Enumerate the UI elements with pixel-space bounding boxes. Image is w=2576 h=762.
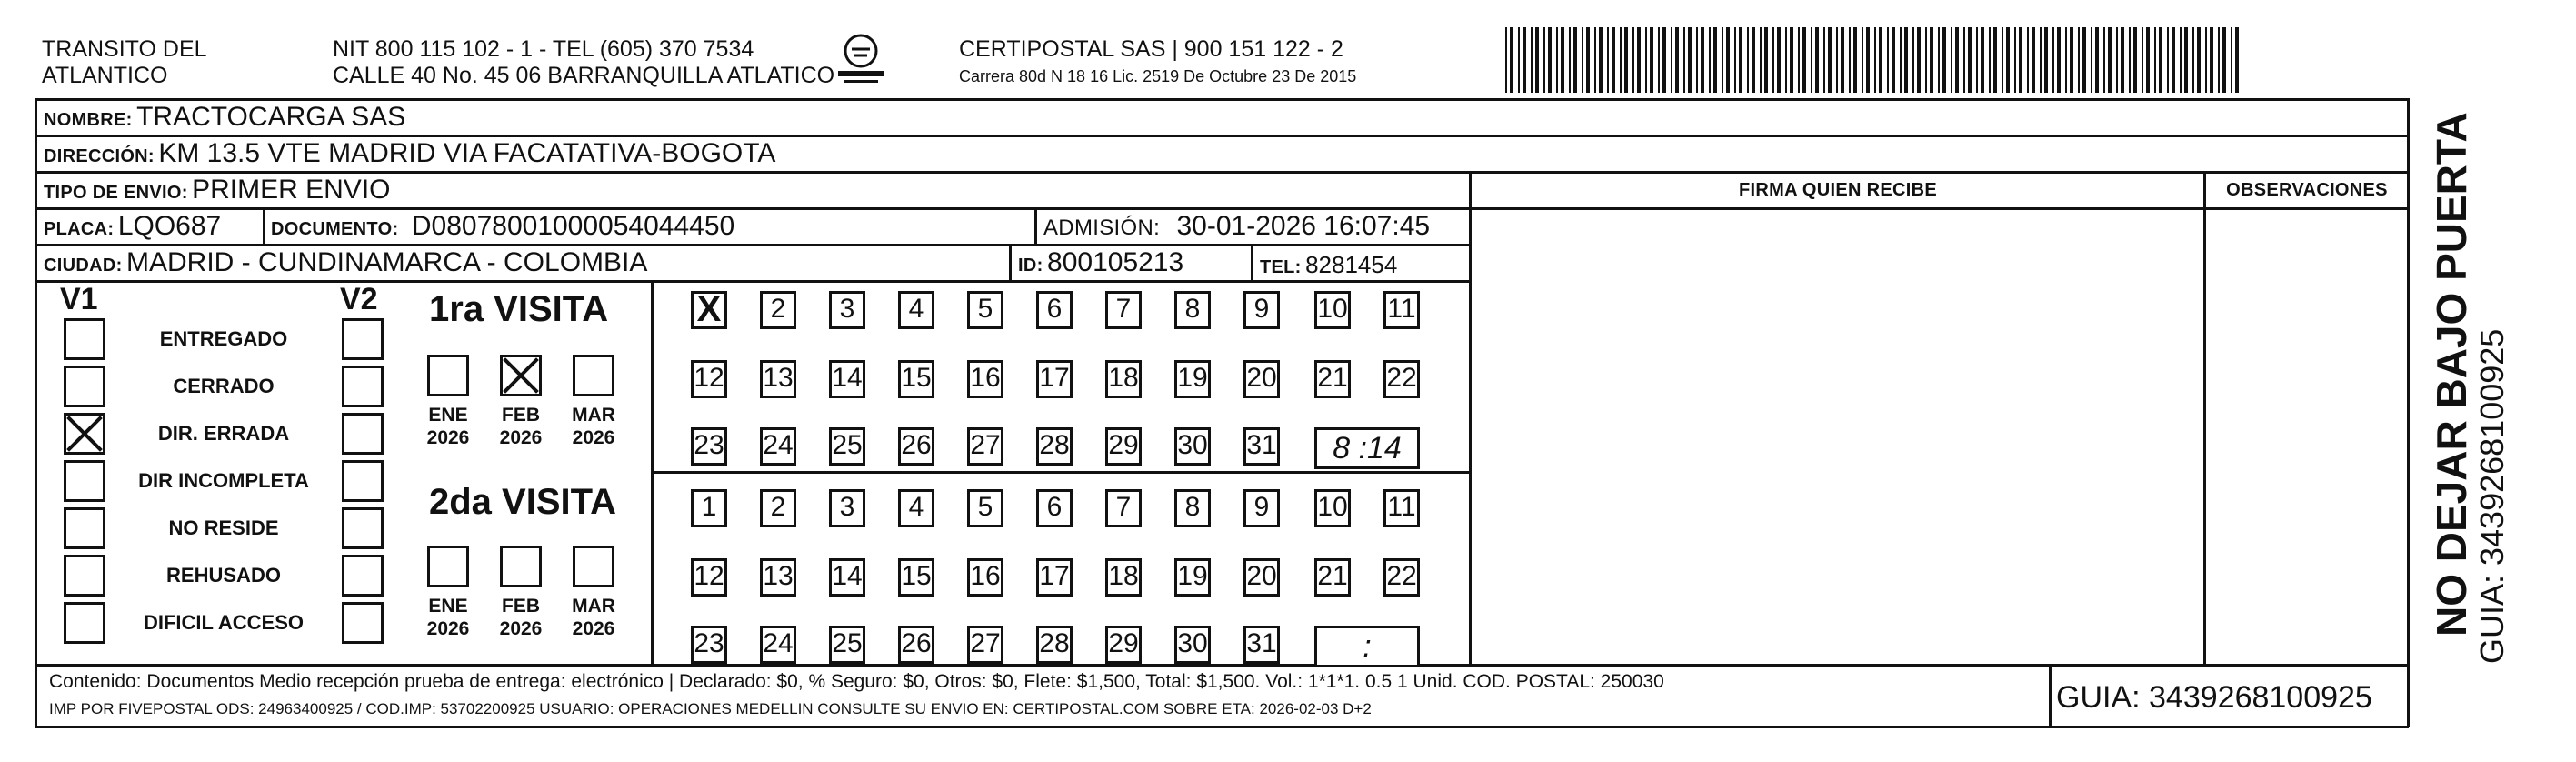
v1-checkbox[interactable]	[64, 555, 105, 597]
v1-label: V1	[60, 282, 98, 316]
tipo-value: PRIMER ENVIO	[192, 175, 391, 205]
barcode-bar	[2103, 27, 2105, 93]
visit2-day-1[interactable]: 1	[691, 489, 727, 527]
visit1-day-26[interactable]: 26	[898, 427, 934, 466]
certipostal-logo	[834, 31, 887, 85]
visit2-day-21[interactable]: 21	[1314, 558, 1351, 597]
v2-checkbox[interactable]	[342, 602, 384, 644]
barcode-bar	[2002, 27, 2003, 93]
barcode-bar	[1853, 27, 1857, 93]
barcode-bar	[1828, 27, 1832, 93]
visit2-day-14[interactable]: 14	[829, 558, 865, 597]
visit2-month-year: 2026	[499, 618, 543, 639]
observaciones-header: OBSERVACIONES	[2226, 180, 2388, 200]
visit1-month-label	[489, 404, 553, 449]
barcode-bar	[2044, 27, 2048, 93]
barcode-bar	[1662, 27, 1666, 93]
barcode-bar	[1772, 27, 1774, 93]
visit1-month-label	[562, 404, 625, 449]
barcode-bar	[1942, 27, 1946, 93]
visit1-day-16[interactable]: 16	[967, 360, 1003, 398]
ciudad-value: MADRID - CUNDINAMARCA - COLOMBIA	[126, 247, 648, 277]
barcode-bar	[1624, 27, 1628, 93]
visit1-day-22[interactable]: 22	[1383, 360, 1420, 398]
visit1-day-8[interactable]: 8	[1174, 291, 1211, 329]
org-contact	[333, 36, 834, 89]
visit2-day-11[interactable]: 11	[1383, 489, 1420, 527]
visit2-day-23[interactable]: 23	[691, 626, 727, 664]
visit1-day-4[interactable]: 4	[898, 291, 934, 329]
barcode-bar	[2014, 27, 2016, 93]
visit2-day-28[interactable]: 28	[1036, 626, 1073, 664]
org-name-line1: TRANSITO DEL	[42, 36, 207, 62]
v2-checkbox[interactable]	[342, 507, 384, 549]
v1-checkbox[interactable]	[64, 602, 105, 644]
barcode-bar	[1917, 27, 1921, 93]
barcode-bar	[1561, 27, 1564, 93]
org-name-line2: ATLANTICO	[42, 63, 168, 88]
barcode	[1505, 27, 2251, 93]
visit1-day-14[interactable]: 14	[829, 360, 865, 398]
barcode-bar	[1904, 27, 1908, 93]
tel-sep	[1251, 244, 1253, 280]
row-line-4	[35, 244, 1471, 246]
barcode-bar	[1976, 27, 1978, 93]
row-line-3	[35, 207, 2409, 210]
license-line: Carrera 80d N 18 16 Lic. 2519 De Octubre 23 De 2015	[959, 67, 1357, 85]
barcode-bar	[2019, 27, 2022, 93]
admision-sep	[1034, 207, 1037, 244]
documento-value: D08078001000054044450	[411, 211, 735, 241]
barcode-bar	[1900, 27, 1902, 93]
barcode-bar	[2070, 27, 2073, 93]
barcode-bar	[1548, 27, 1552, 93]
status-label: CERRADO	[173, 375, 275, 397]
barcode-bar	[2065, 27, 2067, 93]
row-line-1	[35, 135, 2409, 137]
nombre-value: TRACTOCARGA SAS	[136, 102, 406, 132]
barcode-bar	[2078, 27, 2080, 93]
barcode-bar	[1632, 27, 1634, 93]
admision-value: 30-01-2026 16:07:45	[1176, 211, 1431, 241]
visit2-day-25[interactable]: 25	[829, 626, 865, 664]
barcode-bar	[1925, 27, 1927, 93]
barcode-bar	[2133, 27, 2137, 93]
company-line: CERTIPOSTAL SAS | 900 151 122 - 2	[959, 36, 1343, 62]
nombre-label: NOMBRE:	[44, 110, 133, 130]
visit1-day-3[interactable]: 3	[829, 291, 865, 329]
company-info	[959, 36, 1356, 86]
v2-checkbox[interactable]	[342, 318, 384, 360]
visit2-month-name: ENE	[428, 596, 468, 617]
visit2-month-checkbox[interactable]	[427, 546, 469, 587]
visit1-month-year: 2026	[572, 427, 615, 448]
barcode-bar	[1823, 27, 1825, 93]
visit1-day-29[interactable]: 29	[1105, 427, 1142, 466]
visit1-day-5[interactable]: 5	[967, 291, 1003, 329]
visit2-day-9[interactable]: 9	[1243, 489, 1280, 527]
placa-field	[44, 211, 221, 242]
barcode-bar	[1701, 27, 1704, 93]
barcode-bar	[1650, 27, 1653, 93]
id-field	[1018, 247, 1183, 278]
barcode-bar	[1938, 27, 1940, 93]
visit1-month-name: MAR	[572, 405, 615, 426]
documento-field	[271, 211, 734, 242]
visit1-day-28[interactable]: 28	[1036, 427, 1073, 466]
visit2-day-22[interactable]: 22	[1383, 558, 1420, 597]
barcode-bar	[1993, 27, 1997, 93]
tel-label: TEL:	[1260, 257, 1302, 277]
visit2-day-12[interactable]: 12	[691, 558, 727, 597]
barcode-bar	[2146, 27, 2150, 93]
visit1-month-name: ENE	[428, 405, 468, 426]
barcode-bar	[2197, 27, 2201, 93]
visit2-day-3[interactable]: 3	[829, 489, 865, 527]
frame-top	[35, 98, 2409, 101]
visit2-day-31[interactable]: 31	[1243, 626, 1280, 664]
barcode-bar	[1722, 27, 1723, 93]
address-line: CALLE 40 No. 45 06 BARRANQUILLA ATLATICO	[333, 63, 835, 88]
visit2-time-box[interactable]: :	[1314, 626, 1420, 667]
barcode-bar	[1556, 27, 1558, 93]
status-sep	[651, 280, 654, 666]
tel-field	[1260, 251, 1397, 279]
visit1-month-year: 2026	[426, 427, 470, 448]
visit1-day-10[interactable]: 10	[1314, 291, 1351, 329]
barcode-bar	[2032, 27, 2035, 93]
barcode-bar	[1981, 27, 1984, 93]
visit2-month-label	[562, 595, 625, 640]
barcode-bar	[1518, 27, 1520, 93]
barcode-bar	[1951, 27, 1952, 93]
visit2-day-18[interactable]: 18	[1105, 558, 1142, 597]
barcode-bar	[2057, 27, 2061, 93]
barcode-bar	[1696, 27, 1698, 93]
obs-sep	[2203, 171, 2206, 666]
barcode-bar	[1734, 27, 1736, 93]
visit1-month-label	[416, 404, 480, 449]
ciudad-label: CIUDAD:	[44, 256, 123, 276]
barcode-bar	[2082, 27, 2086, 93]
visit2-day-16[interactable]: 16	[967, 558, 1003, 597]
visit2-day-29[interactable]: 29	[1105, 626, 1142, 664]
barcode-bar	[2231, 27, 2232, 93]
barcode-bar	[2218, 27, 2220, 93]
barcode-bar	[2052, 27, 2054, 93]
guia-sep	[2049, 664, 2052, 727]
barcode-bar	[1586, 27, 1590, 93]
visit2-title: 2da VISITA	[429, 482, 616, 522]
frame-bottom	[35, 726, 2409, 728]
barcode-bar	[1599, 27, 1603, 93]
barcode-bar	[1760, 27, 1762, 93]
visit1-day-13[interactable]: 13	[760, 360, 796, 398]
barcode-bar	[1785, 27, 1787, 93]
barcode-bar	[1841, 27, 1844, 93]
barcode-bar	[2180, 27, 2182, 93]
barcode-bar	[2091, 27, 2092, 93]
visit1-month-checkbox[interactable]	[500, 355, 542, 396]
visit1-day-15[interactable]: 15	[898, 360, 934, 398]
barcode-bar	[1637, 27, 1641, 93]
barcode-bar	[1777, 27, 1781, 93]
barcode-bar	[1713, 27, 1717, 93]
barcode-bar	[1879, 27, 1882, 93]
barcode-bar	[1912, 27, 1914, 93]
visit2-day-8[interactable]: 8	[1174, 489, 1211, 527]
barcode-bar	[2159, 27, 2162, 93]
barcode-bar	[1764, 27, 1768, 93]
tel-value: 8281454	[1305, 251, 1398, 278]
barcode-bar	[1573, 27, 1577, 93]
side-guia: GUIA: 3439268100925	[2473, 328, 2511, 664]
row-line-2	[35, 171, 2409, 174]
tipo-row	[44, 175, 391, 206]
barcode-bar	[1849, 27, 1851, 93]
visit1-day-23[interactable]: 23	[691, 427, 727, 466]
barcode-bar	[1802, 27, 1806, 93]
visit1-day-2[interactable]: 2	[760, 291, 796, 329]
status-label: ENTREGADO	[159, 327, 288, 350]
frame-right	[2407, 98, 2410, 727]
visit-divider	[651, 471, 1471, 474]
v1-checkbox[interactable]	[64, 413, 105, 455]
visit2-day-24[interactable]: 24	[760, 626, 796, 664]
barcode-bar	[1531, 27, 1533, 93]
v2-checkbox[interactable]	[342, 366, 384, 407]
barcode-bar	[1569, 27, 1571, 93]
barcode-bar	[1543, 27, 1545, 93]
barcode-bar	[1645, 27, 1647, 93]
footer-line1: Contenido: Documentos Medio recepción prueba de entrega: electrónico | Declarado: $0, % Seguro: $0, Otros: $0, Flete: $1,500, Total: $1,500. Vol.: 1*1*1. 0.5 1 Unid. COD. POSTAL: 250030	[49, 671, 1664, 692]
barcode-bar	[2027, 27, 2029, 93]
visit2-day-6[interactable]: 6	[1036, 489, 1073, 527]
visit1-day-19[interactable]: 19	[1174, 360, 1211, 398]
barcode-bar	[2154, 27, 2156, 93]
status-label: DIR. ERRADA	[157, 422, 290, 445]
barcode-bar	[1523, 27, 1526, 93]
visit1-day-25[interactable]: 25	[829, 427, 865, 466]
footer-line	[35, 664, 2409, 667]
barcode-bar	[2210, 27, 2213, 93]
visit1-day-30[interactable]: 30	[1174, 427, 1211, 466]
visit2-day-2[interactable]: 2	[760, 489, 796, 527]
v2-checkbox[interactable]	[342, 555, 384, 597]
documento-label: DOCUMENTO:	[271, 219, 399, 239]
placa-value: LQO687	[117, 211, 222, 241]
visit2-day-13[interactable]: 13	[760, 558, 796, 597]
nombre-row	[44, 102, 405, 133]
status-label: NO RESIDE	[168, 516, 279, 539]
barcode-bar	[1836, 27, 1838, 93]
visit2-day-19[interactable]: 19	[1174, 558, 1211, 597]
visit2-day-5[interactable]: 5	[967, 489, 1003, 527]
visit2-month-checkbox[interactable]	[573, 546, 614, 587]
barcode-bar	[2108, 27, 2112, 93]
barcode-bar	[2116, 27, 2118, 93]
firma-header: FIRMA QUIEN RECIBE	[1739, 180, 1937, 200]
v2-checkbox[interactable]	[342, 460, 384, 502]
barcode-bar	[2095, 27, 2099, 93]
v1-checkbox[interactable]	[64, 507, 105, 549]
footer-line2: IMP POR FIVEPOSTAL ODS: 24963400925 / COD.IMP: 53702200925 USUARIO: OPERACIONES MEDELLIN CONSULTE SU ENVIO EN: CERTIPOSTAL.COM SOBRE ETA: 2026-02-03 D+2	[49, 700, 1372, 717]
visit1-day-20[interactable]: 20	[1243, 360, 1280, 398]
barcode-bar	[1798, 27, 1800, 93]
v2-checkbox[interactable]	[342, 413, 384, 455]
barcode-bar	[1955, 27, 1959, 93]
barcode-bar	[2192, 27, 2194, 93]
barcode-bar	[2235, 27, 2239, 93]
id-value: 800105213	[1047, 247, 1184, 277]
visit2-month-year: 2026	[426, 618, 470, 639]
visit1-title: 1ra VISITA	[429, 289, 609, 329]
row-line-5	[35, 280, 1471, 283]
barcode-bar	[1535, 27, 1539, 93]
visit1-month-name: FEB	[502, 405, 540, 426]
ciudad-field	[44, 247, 647, 278]
visit1-day-17[interactable]: 17	[1036, 360, 1073, 398]
status-label: DIR INCOMPLETA	[138, 469, 309, 492]
admision-field	[1043, 211, 1430, 242]
barcode-bar	[1607, 27, 1609, 93]
barcode-bar	[2222, 27, 2226, 93]
barcode-bar	[1612, 27, 1615, 93]
barcode-bar	[1862, 27, 1863, 93]
visit2-month-label	[416, 595, 480, 640]
barcode-bar	[2040, 27, 2042, 93]
tipo-label: TIPO DE ENVIO:	[44, 183, 188, 203]
barcode-bar	[1505, 27, 1507, 93]
visit1-day-7[interactable]: 7	[1105, 291, 1142, 329]
barcode-bar	[1658, 27, 1660, 93]
barcode-bar	[1582, 27, 1583, 93]
barcode-bar	[2006, 27, 2010, 93]
visit2-month-label	[489, 595, 553, 640]
visit2-day-7[interactable]: 7	[1105, 489, 1142, 527]
v2-label: V2	[340, 282, 378, 316]
no-dejar-bajo-puerta: NO DEJAR BAJO PUERTA	[2428, 112, 2475, 637]
visit1-month-checkbox[interactable]	[427, 355, 469, 396]
nit-line: NIT 800 115 102 - 1 - TEL (605) 370 7534	[333, 36, 754, 62]
barcode-bar	[1930, 27, 1933, 93]
visit1-day-21[interactable]: 21	[1314, 360, 1351, 398]
barcode-bar	[1620, 27, 1622, 93]
status-label: REHUSADO	[166, 564, 281, 587]
visit1-day-18[interactable]: 18	[1105, 360, 1142, 398]
visit2-month-name: FEB	[502, 596, 540, 617]
barcode-bar	[1747, 27, 1749, 93]
visit2-month-year: 2026	[572, 618, 615, 639]
visit1-time-box[interactable]: 8 :14	[1314, 427, 1420, 469]
barcode-bar	[2129, 27, 2131, 93]
visit1-month-checkbox[interactable]	[573, 355, 614, 396]
visit2-day-20[interactable]: 20	[1243, 558, 1280, 597]
barcode-bar	[1968, 27, 1972, 93]
barcode-bar	[1892, 27, 1895, 93]
visit2-day-17[interactable]: 17	[1036, 558, 1073, 597]
barcode-bar	[1815, 27, 1819, 93]
visit1-day-6[interactable]: 6	[1036, 291, 1073, 329]
visit2-day-26[interactable]: 26	[898, 626, 934, 664]
visit2-day-15[interactable]: 15	[898, 558, 934, 597]
visit1-day-31[interactable]: 31	[1243, 427, 1280, 466]
barcode-bar	[2142, 27, 2143, 93]
id-sep	[1009, 244, 1012, 280]
v1-checkbox[interactable]	[64, 460, 105, 502]
visit1-day-1[interactable]: X	[691, 291, 727, 329]
barcode-bar	[1675, 27, 1679, 93]
direccion-label: DIRECCIÓN:	[44, 146, 155, 166]
guia-box: GUIA: 3439268100925	[2056, 680, 2372, 715]
visit1-day-9[interactable]: 9	[1243, 291, 1280, 329]
direccion-row	[44, 138, 775, 169]
barcode-bar	[1671, 27, 1672, 93]
visit1-day-12[interactable]: 12	[691, 360, 727, 398]
visit2-month-name: MAR	[572, 596, 615, 617]
barcode-bar	[1866, 27, 1870, 93]
direccion-value: KM 13.5 VTE MADRID VIA FACATATIVA-BOGOTA	[158, 138, 776, 168]
barcode-bar	[1510, 27, 1513, 93]
barcode-bar	[2121, 27, 2124, 93]
side-text	[2428, 91, 2511, 664]
barcode-bar	[1726, 27, 1730, 93]
visit1-day-24[interactable]: 24	[760, 427, 796, 466]
placa-label: PLACA:	[44, 219, 115, 239]
visit1-month-year: 2026	[499, 427, 543, 448]
firma-sep	[1469, 171, 1472, 666]
barcode-bar	[1874, 27, 1876, 93]
barcode-bar	[2184, 27, 2188, 93]
barcode-bar	[1739, 27, 1742, 93]
visit2-day-4[interactable]: 4	[898, 489, 934, 527]
v1-checkbox[interactable]	[64, 318, 105, 360]
barcode-bar	[1790, 27, 1793, 93]
barcode-bar	[1887, 27, 1889, 93]
visit1-day-11[interactable]: 11	[1383, 291, 1420, 329]
barcode-bar	[1752, 27, 1755, 93]
status-label: DIFICIL ACCESO	[143, 611, 304, 634]
admision-label: ADMISIÓN:	[1043, 216, 1161, 240]
org-name	[42, 36, 207, 89]
barcode-bar	[2205, 27, 2207, 93]
barcode-bar	[1683, 27, 1685, 93]
visit2-month-checkbox[interactable]	[500, 546, 542, 587]
barcode-bar	[2172, 27, 2175, 93]
barcode-bar	[2167, 27, 2169, 93]
visit2-day-10[interactable]: 10	[1314, 489, 1351, 527]
id-label: ID:	[1018, 256, 1043, 276]
barcode-bar	[1811, 27, 1812, 93]
barcode-bar	[1989, 27, 1991, 93]
barcode-bar	[1688, 27, 1692, 93]
visit2-day-27[interactable]: 27	[967, 626, 1003, 664]
visit2-day-30[interactable]: 30	[1174, 626, 1211, 664]
barcode-bar	[1594, 27, 1596, 93]
v1-checkbox[interactable]	[64, 366, 105, 407]
barcode-bar	[1709, 27, 1711, 93]
frame-left	[35, 98, 37, 727]
barcode-bar	[1963, 27, 1965, 93]
visit1-day-27[interactable]: 27	[967, 427, 1003, 466]
placa-sep	[263, 207, 265, 244]
